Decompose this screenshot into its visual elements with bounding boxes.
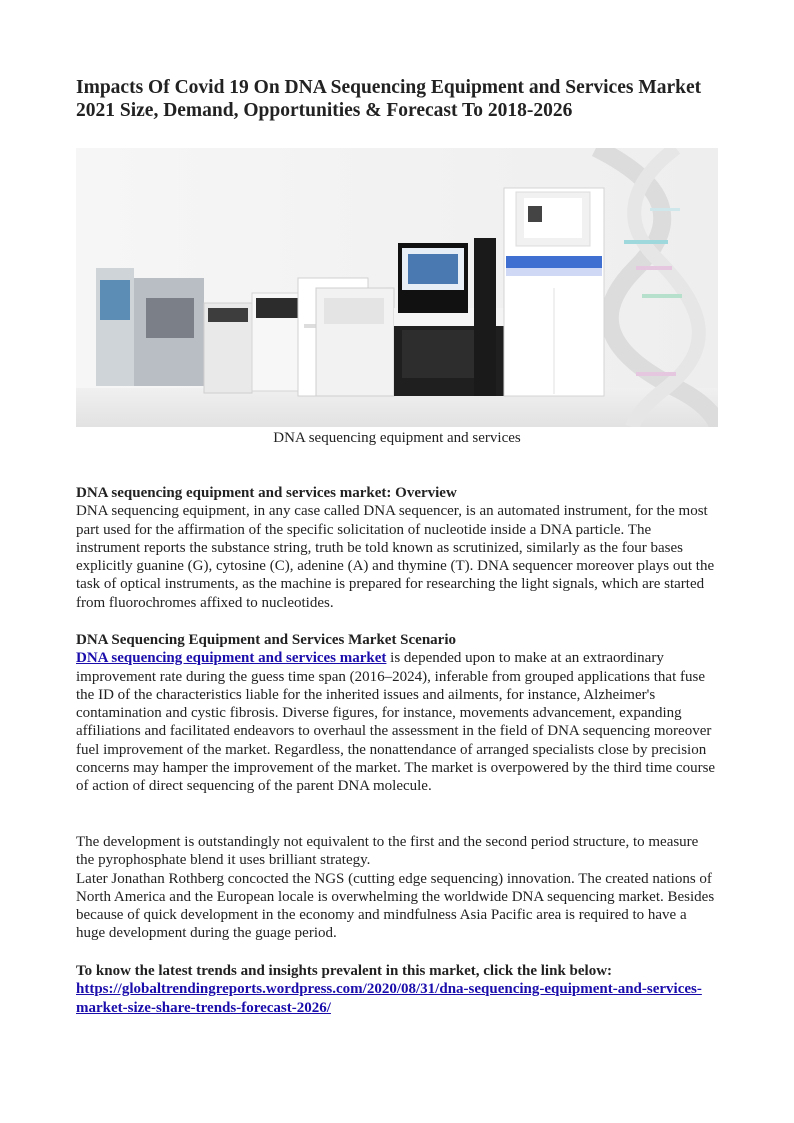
- dna-sequencers-illustration: [76, 148, 718, 427]
- image-caption: DNA sequencing equipment and services: [273, 430, 521, 446]
- article-title: Impacts Of Covid 19 On DNA Sequencing Equipment and Services Market 2021 Size, Demand, Opportunities & Forecast To 2018-2026: [76, 77, 702, 121]
- overview-section: [76, 484, 718, 612]
- development-paragraph-2: Later Jonathan Rothberg concocted the NGS (cutting edge sequencing) innovation. The created nations of North America and the European locale is overwhelming the worldwide DNA sequencing market. Besides because of quick development in the economy and mindfulness Asia Pacific area is required to have a huge development during the guage period.: [76, 870, 715, 942]
- development-section: [76, 833, 718, 943]
- sequencer-8: [504, 188, 604, 396]
- scenario-heading: DNA Sequencing Equipment and Services Market Scenario: [76, 632, 457, 648]
- scenario-body: is depended upon to make at an extraordinary improvement rate during the guess time span (2016–2024), inferable from grouped applications that fuse the ID of the characteristics liable for the inherited issues and ailments, for instance, Alzheimer's contamination and cystic fibrosis. Diverse figures, for instance, movements advancement, expanding affiliations and facilitated endeavors to overhaul the assessment in the field of DNA sequencing moreover fuel improvement of the market. Regardless, the nonattendance of arranged specialists close by precision concerns may hamper the improvement of the market. The market is overpowered by the third time course of action of direct sequencing of the parent DNA molecule.: [76, 650, 716, 795]
- sequencer-1: [96, 268, 204, 386]
- sequencer-5: [316, 288, 394, 396]
- hero-image: [76, 148, 718, 427]
- overview-heading: DNA sequencing equipment and services market: Overview: [76, 485, 457, 501]
- cta-section: [76, 962, 718, 1017]
- market-report-link[interactable]: DNA sequencing equipment and services market: [76, 650, 387, 667]
- cta-heading: To know the latest trends and insights prevalent in this market, click the link below:: [76, 963, 613, 979]
- scenario-section: [76, 631, 718, 796]
- overview-body: DNA sequencing equipment, in any case called DNA sequencer, is an automated instrument, for the most part used for the affirmation of the specific solicitation of nucleotide inside a DNA particle. The instrument reports the substance string, truth be told known as scrutinized, similarly as the four bases explicitly guanine (G), cytosine (C), adenine (A) and thymine (T). DNA sequencer moreover plays out the task of optical instruments, as the machine is prepared for researching the light signals, which are started from fluorochromes affixed to nucleotides.: [76, 503, 715, 611]
- report-url-link[interactable]: https://globaltrendingreports.wordpress.com/2020/08/31/dna-sequencing-equipment-and-services-market-size-share-trends-forecast-2026/: [76, 981, 702, 1016]
- development-paragraph-1: The development is outstandingly not equivalent to the first and the second period structure, to measure the pyrophosphate blend it uses brilliant strategy.: [76, 834, 699, 869]
- sequencer-2: [204, 303, 252, 393]
- scenario-body-paragraph: [76, 649, 718, 795]
